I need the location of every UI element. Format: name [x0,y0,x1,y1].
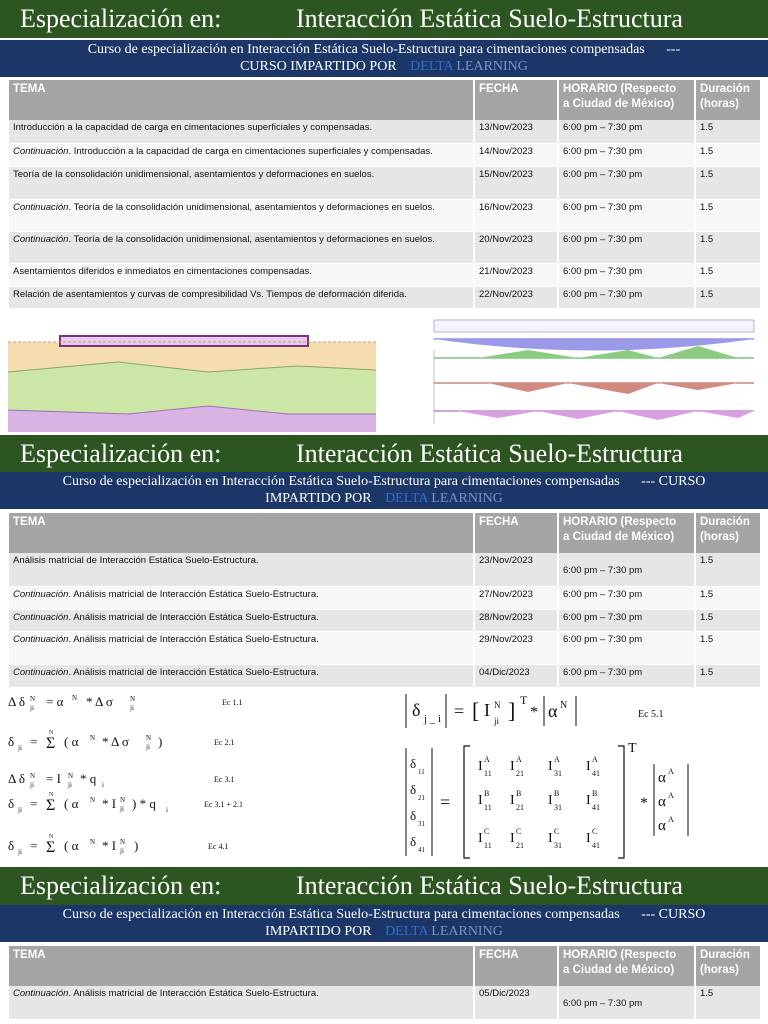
table-header-row [9,513,761,553]
equation-5-1 [406,693,664,728]
cell-duracion: 1.5 [695,609,761,631]
table-row [9,553,761,586]
svg-text:N: N [49,792,54,798]
svg-text:[: [ [472,698,480,723]
svg-text:A: A [668,791,674,800]
svg-text:δ: δ [410,808,417,823]
banner-prefix: Especialización en: [20,871,222,900]
svg-text:δ: δ [410,756,417,771]
svg-text:ji: ji [30,781,34,789]
equations-left [6,690,386,862]
svg-text:=: = [30,838,38,853]
equation-3-1 [8,771,234,789]
table-row [9,263,761,286]
svg-text:*: * [530,704,538,721]
svg-text:C: C [516,827,522,836]
cell-fecha: 22/Nov/2023 [474,286,558,308]
svg-text:ji: ji [494,716,500,726]
table-row [9,609,761,631]
header-tema: TEMA [9,946,474,986]
svg-text:A: A [554,755,560,764]
cell-fecha: 20/Nov/2023 [474,231,558,263]
svg-text:I: I [586,793,591,808]
matrix-equation [406,741,688,858]
svg-text:N: N [146,734,152,742]
header-tema: TEMA [9,80,474,120]
brand-learning: LEARNING [456,59,528,74]
svg-text:31: 31 [418,820,425,828]
course-subtitle [0,472,768,509]
cell-duracion: 1.5 [695,286,761,308]
cell-tema: Continuación. Análisis matricial de Interacción Estática Suelo-Estructura. [9,631,474,664]
svg-text:21: 21 [516,803,524,812]
brand-delta: DELTA [410,59,453,74]
svg-text:I: I [510,759,515,774]
svg-text:31: 31 [554,769,562,778]
svg-text:) * q: ) * q [132,796,156,811]
cell-fecha: 27/Nov/2023 [474,586,558,609]
cell-fecha: 16/Nov/2023 [474,199,558,231]
svg-text:*: * [640,795,648,812]
brand-delta: DELTA [385,491,428,506]
subtitle-separator: --- [666,42,681,57]
cell-tema: Continuación. Análisis matricial de Interacción Estática Suelo-Estructura. [9,664,474,687]
subtitle-separator: --- [641,907,656,922]
header-horario: HORARIO (Respecto a Ciudad de México) [558,80,695,120]
svg-text:N: N [49,834,54,840]
eq-label: Ec 4.1 [208,842,229,851]
svg-text:( α: ( α [64,838,79,853]
svg-text:]: ] [508,698,516,723]
svg-text:I: I [484,700,490,720]
svg-text:ji: ji [30,704,34,712]
svg-text:ji: ji [120,805,124,813]
svg-text:41: 41 [418,846,425,854]
svg-text:21: 21 [516,841,524,850]
cell-duracion: 1.5 [695,586,761,609]
svg-text:N: N [130,695,136,703]
svg-text:α: α [658,794,666,810]
equation-4-1 [8,834,228,856]
svg-text:i: i [102,781,104,789]
svg-text:N: N [30,695,36,703]
svg-text:B: B [554,789,560,798]
cell-tema: Continuación. Análisis matricial de Interacción Estática Suelo-Estructura. [9,609,474,631]
course-subtitle [0,40,768,77]
cell-duracion: 1.5 [695,120,761,143]
brand-delta: DELTA [385,924,428,939]
subtitle-text: Curso de especialización en Interacción Estática Suelo-Estructura para cimentaciones compensadas [87,42,645,57]
banner-prefix: Especialización en: [20,4,222,33]
schedule-table [9,80,762,309]
table-row [9,631,761,664]
cell-tema: Análisis matricial de Interacción Estática Suelo-Estructura. [9,553,474,586]
cell-fecha: 05/Dic/2023 [474,986,558,1019]
course-subtitle [0,905,768,942]
svg-text:11: 11 [484,841,492,850]
svg-text:δ: δ [410,834,417,849]
header-duracion: Duración (horas) [695,513,761,553]
table-header-row [9,80,761,120]
cell-fecha: 21/Nov/2023 [474,263,558,286]
svg-text:11: 11 [484,803,492,812]
svg-text:31: 31 [554,841,562,850]
table-row [9,231,761,263]
svg-text:Δ δ: Δ δ [8,771,26,786]
svg-text:Σ: Σ [46,735,56,752]
svg-text:41: 41 [592,803,600,812]
cell-fecha: 28/Nov/2023 [474,609,558,631]
svg-text:=: = [30,796,38,811]
subtitle-impartido: IMPARTIDO POR [265,924,372,939]
svg-text:ji: ji [146,743,150,751]
subtitle-text: Curso de especialización en Interacción Estática Suelo-Estructura para cimentaciones compensadas [62,907,620,922]
svg-text:31: 31 [554,803,562,812]
svg-text:* Δ σ: * Δ σ [86,694,113,709]
banner-title: Interacción Estática Suelo-Estructura [296,439,683,468]
svg-text:11: 11 [484,769,492,778]
equations-right [398,690,764,862]
schedule-table [9,513,762,688]
banner-title: Interacción Estática Suelo-Estructura [296,4,683,33]
svg-text:* Δ σ: * Δ σ [102,734,129,749]
cell-tema: Introducción a la capacidad de carga en cimentaciones superficiales y compensadas. [9,120,474,143]
svg-text:I: I [510,831,515,846]
svg-text:T: T [520,693,528,707]
svg-text:N: N [90,796,96,804]
cell-fecha: 29/Nov/2023 [474,631,558,664]
svg-text:N: N [120,838,126,846]
svg-text:I: I [586,759,591,774]
cell-tema: Continuación. Teoría de la consolidación unidimensional, asentamientos y deformaciones en suelos. [9,199,474,231]
cell-fecha: 23/Nov/2023 [474,553,558,586]
cell-tema: Relación de asentamientos y curvas de compresibilidad Vs. Tiempos de deformación diferida. [9,286,474,308]
svg-text:I: I [478,831,483,846]
cell-tema: Teoría de la consolidación unidimensional, asentamientos y deformaciones en suelos. [9,166,474,199]
svg-text:N: N [120,796,126,804]
svg-text:A: A [592,755,598,764]
cell-fecha: 13/Nov/2023 [474,120,558,143]
svg-text:C: C [554,827,560,836]
eq-label: Ec 5.1 [638,709,664,720]
svg-text:N: N [72,694,78,702]
svg-text:ji: ji [18,744,22,752]
soil-profile-illustration [8,314,376,432]
cell-duracion: 1.5 [695,231,761,263]
cell-tema: Continuación. Teoría de la consolidación unidimensional, asentamientos y deformaciones en suelos. [9,231,474,263]
eq-label: Ec 3.1 + 2.1 [204,800,243,809]
header-fecha: FECHA [474,80,558,120]
brand-learning: LEARNING [431,491,503,506]
svg-text:C: C [484,827,490,836]
svg-text:21: 21 [418,794,425,802]
equation-3-1-2-1 [8,792,243,814]
table-row [9,286,761,308]
course-banner [0,435,768,473]
cell-duracion: 1.5 [695,553,761,586]
eq-label: Ec 2.1 [214,738,235,747]
cell-fecha: 14/Nov/2023 [474,143,558,166]
course-banner [0,867,768,905]
cell-horario: 6:00 pm – 7:30 pm [558,986,695,1019]
cell-horario: 6:00 pm – 7:30 pm [558,286,695,308]
cell-duracion: 1.5 [695,143,761,166]
cell-duracion: 1.5 [695,986,761,1019]
header-duracion: Duración (horas) [695,80,761,120]
svg-text:I: I [478,759,483,774]
cell-fecha: 15/Nov/2023 [474,166,558,199]
cell-tema: Continuación. Introducción a la capacidad de carga en cimentaciones superficiales y compensadas. [9,143,474,166]
table-header-row [9,946,761,986]
header-horario: HORARIO (Respecto a Ciudad de México) [558,513,695,553]
header-duracion: Duración (horas) [695,946,761,986]
equation-2-1 [8,730,234,752]
table-row [9,166,761,199]
svg-text:ji: ji [18,806,22,814]
cell-duracion: 1.5 [695,631,761,664]
cell-horario: 6:00 pm – 7:30 pm [558,143,695,166]
svg-text:δ: δ [412,700,421,720]
svg-text:δ: δ [8,734,15,749]
svg-text:=: = [454,701,465,721]
svg-text:( α: ( α [64,796,79,811]
svg-text:A: A [668,815,674,824]
schedule-table [9,946,762,1020]
svg-text:41: 41 [592,769,600,778]
svg-text:ji: ji [130,704,134,712]
svg-text:= I: = I [46,771,61,786]
table-row [9,664,761,687]
svg-text:N: N [90,734,96,742]
eq-label: Ec 3.1 [214,775,235,784]
header-horario: HORARIO (Respecto a Ciudad de México) [558,946,695,986]
svg-text:i: i [166,806,168,814]
svg-text:j _ i: j _ i [424,713,442,725]
cell-horario: 6:00 pm – 7:30 pm [558,231,695,263]
svg-text:ji: ji [18,848,22,856]
cell-horario: 6:00 pm – 7:30 pm [558,664,695,687]
svg-text:N: N [90,838,96,846]
svg-text:N: N [560,700,568,711]
svg-text:I: I [510,793,515,808]
table-row [9,199,761,231]
svg-text:11: 11 [418,768,425,776]
svg-text:21: 21 [516,769,524,778]
cell-tema: Continuación. Análisis matricial de Interacción Estática Suelo-Estructura. [9,986,474,1019]
svg-text:N: N [494,700,501,710]
svg-text:I: I [548,831,553,846]
subtitle-impartido: IMPARTIDO POR [265,491,372,506]
cell-duracion: 1.5 [695,166,761,199]
svg-text:41: 41 [592,841,600,850]
svg-text:Σ: Σ [46,797,56,814]
svg-text:* q: * q [80,771,97,786]
svg-text:T: T [628,741,637,756]
subtitle-separator: --- [641,474,656,489]
svg-text:ji: ji [68,781,72,789]
svg-text:* I: * I [102,796,117,811]
svg-text:C: C [592,827,598,836]
brand-learning: LEARNING [431,924,503,939]
svg-text:N: N [30,772,36,780]
svg-text:Δ δ: Δ δ [8,694,26,709]
svg-text:B: B [484,789,490,798]
banner-title: Interacción Estática Suelo-Estructura [296,871,683,900]
svg-text:N: N [68,772,74,780]
cell-horario: 6:00 pm – 7:30 pm [558,631,695,664]
svg-text:B: B [516,789,522,798]
cell-duracion: 1.5 [695,199,761,231]
svg-text:α: α [658,770,666,786]
cell-horario: 6:00 pm – 7:30 pm [558,263,695,286]
cell-fecha: 04/Dic/2023 [474,664,558,687]
cell-horario: 6:00 pm – 7:30 pm [558,120,695,143]
cell-horario: 6:00 pm – 7:30 pm [558,553,695,586]
cell-horario: 6:00 pm – 7:30 pm [558,199,695,231]
svg-text:I: I [548,759,553,774]
svg-text:A: A [668,767,674,776]
svg-text:ji: ji [120,847,124,855]
svg-text:δ: δ [8,796,15,811]
subtitle-impartido: IMPARTIDO POR [290,59,397,74]
svg-text:): ) [134,838,139,853]
svg-text:): ) [158,734,163,749]
svg-text:α: α [548,701,558,721]
cell-duracion: 1.5 [695,263,761,286]
svg-text:I: I [478,793,483,808]
header-tema: TEMA [9,513,474,553]
subtitle-curso: CURSO [658,474,706,489]
cell-horario: 6:00 pm – 7:30 pm [558,166,695,199]
svg-text:= α: = α [46,694,64,709]
svg-text:A: A [516,755,522,764]
svg-text:( α: ( α [64,734,79,749]
banner-prefix: Especialización en: [20,439,222,468]
svg-text:* I: * I [102,838,117,853]
svg-text:A: A [484,755,490,764]
svg-text:N: N [49,730,54,736]
svg-text:I: I [586,831,591,846]
svg-text:=: = [440,792,451,812]
header-fecha: FECHA [474,513,558,553]
svg-text:B: B [592,789,598,798]
settlement-diagrams [398,314,764,432]
course-banner [0,0,768,38]
equation-1-1 [8,694,242,712]
table-row [9,986,761,1019]
svg-text:α: α [658,818,666,834]
cell-tema: Continuación. Análisis matricial de Interacción Estática Suelo-Estructura. [9,586,474,609]
subtitle-curso: CURSO [658,907,706,922]
svg-text:Σ: Σ [46,839,56,856]
cell-horario: 6:00 pm – 7:30 pm [558,586,695,609]
cell-duracion: 1.5 [695,664,761,687]
svg-text:=: = [30,734,38,749]
cell-horario: 6:00 pm – 7:30 pm [558,609,695,631]
svg-text:δ: δ [8,838,15,853]
svg-text:δ: δ [410,782,417,797]
table-row [9,143,761,166]
svg-text:I: I [548,793,553,808]
cell-tema: Asentamientos diferidos e inmediatos en cimentaciones compensadas. [9,263,474,286]
table-row [9,120,761,143]
subtitle-text: Curso de especialización en Interacción Estática Suelo-Estructura para cimentaciones compensadas [62,474,620,489]
header-fecha: FECHA [474,946,558,986]
subtitle-curso: CURSO [240,59,287,74]
table-row [9,586,761,609]
eq-label: Ec 1.1 [222,698,243,707]
